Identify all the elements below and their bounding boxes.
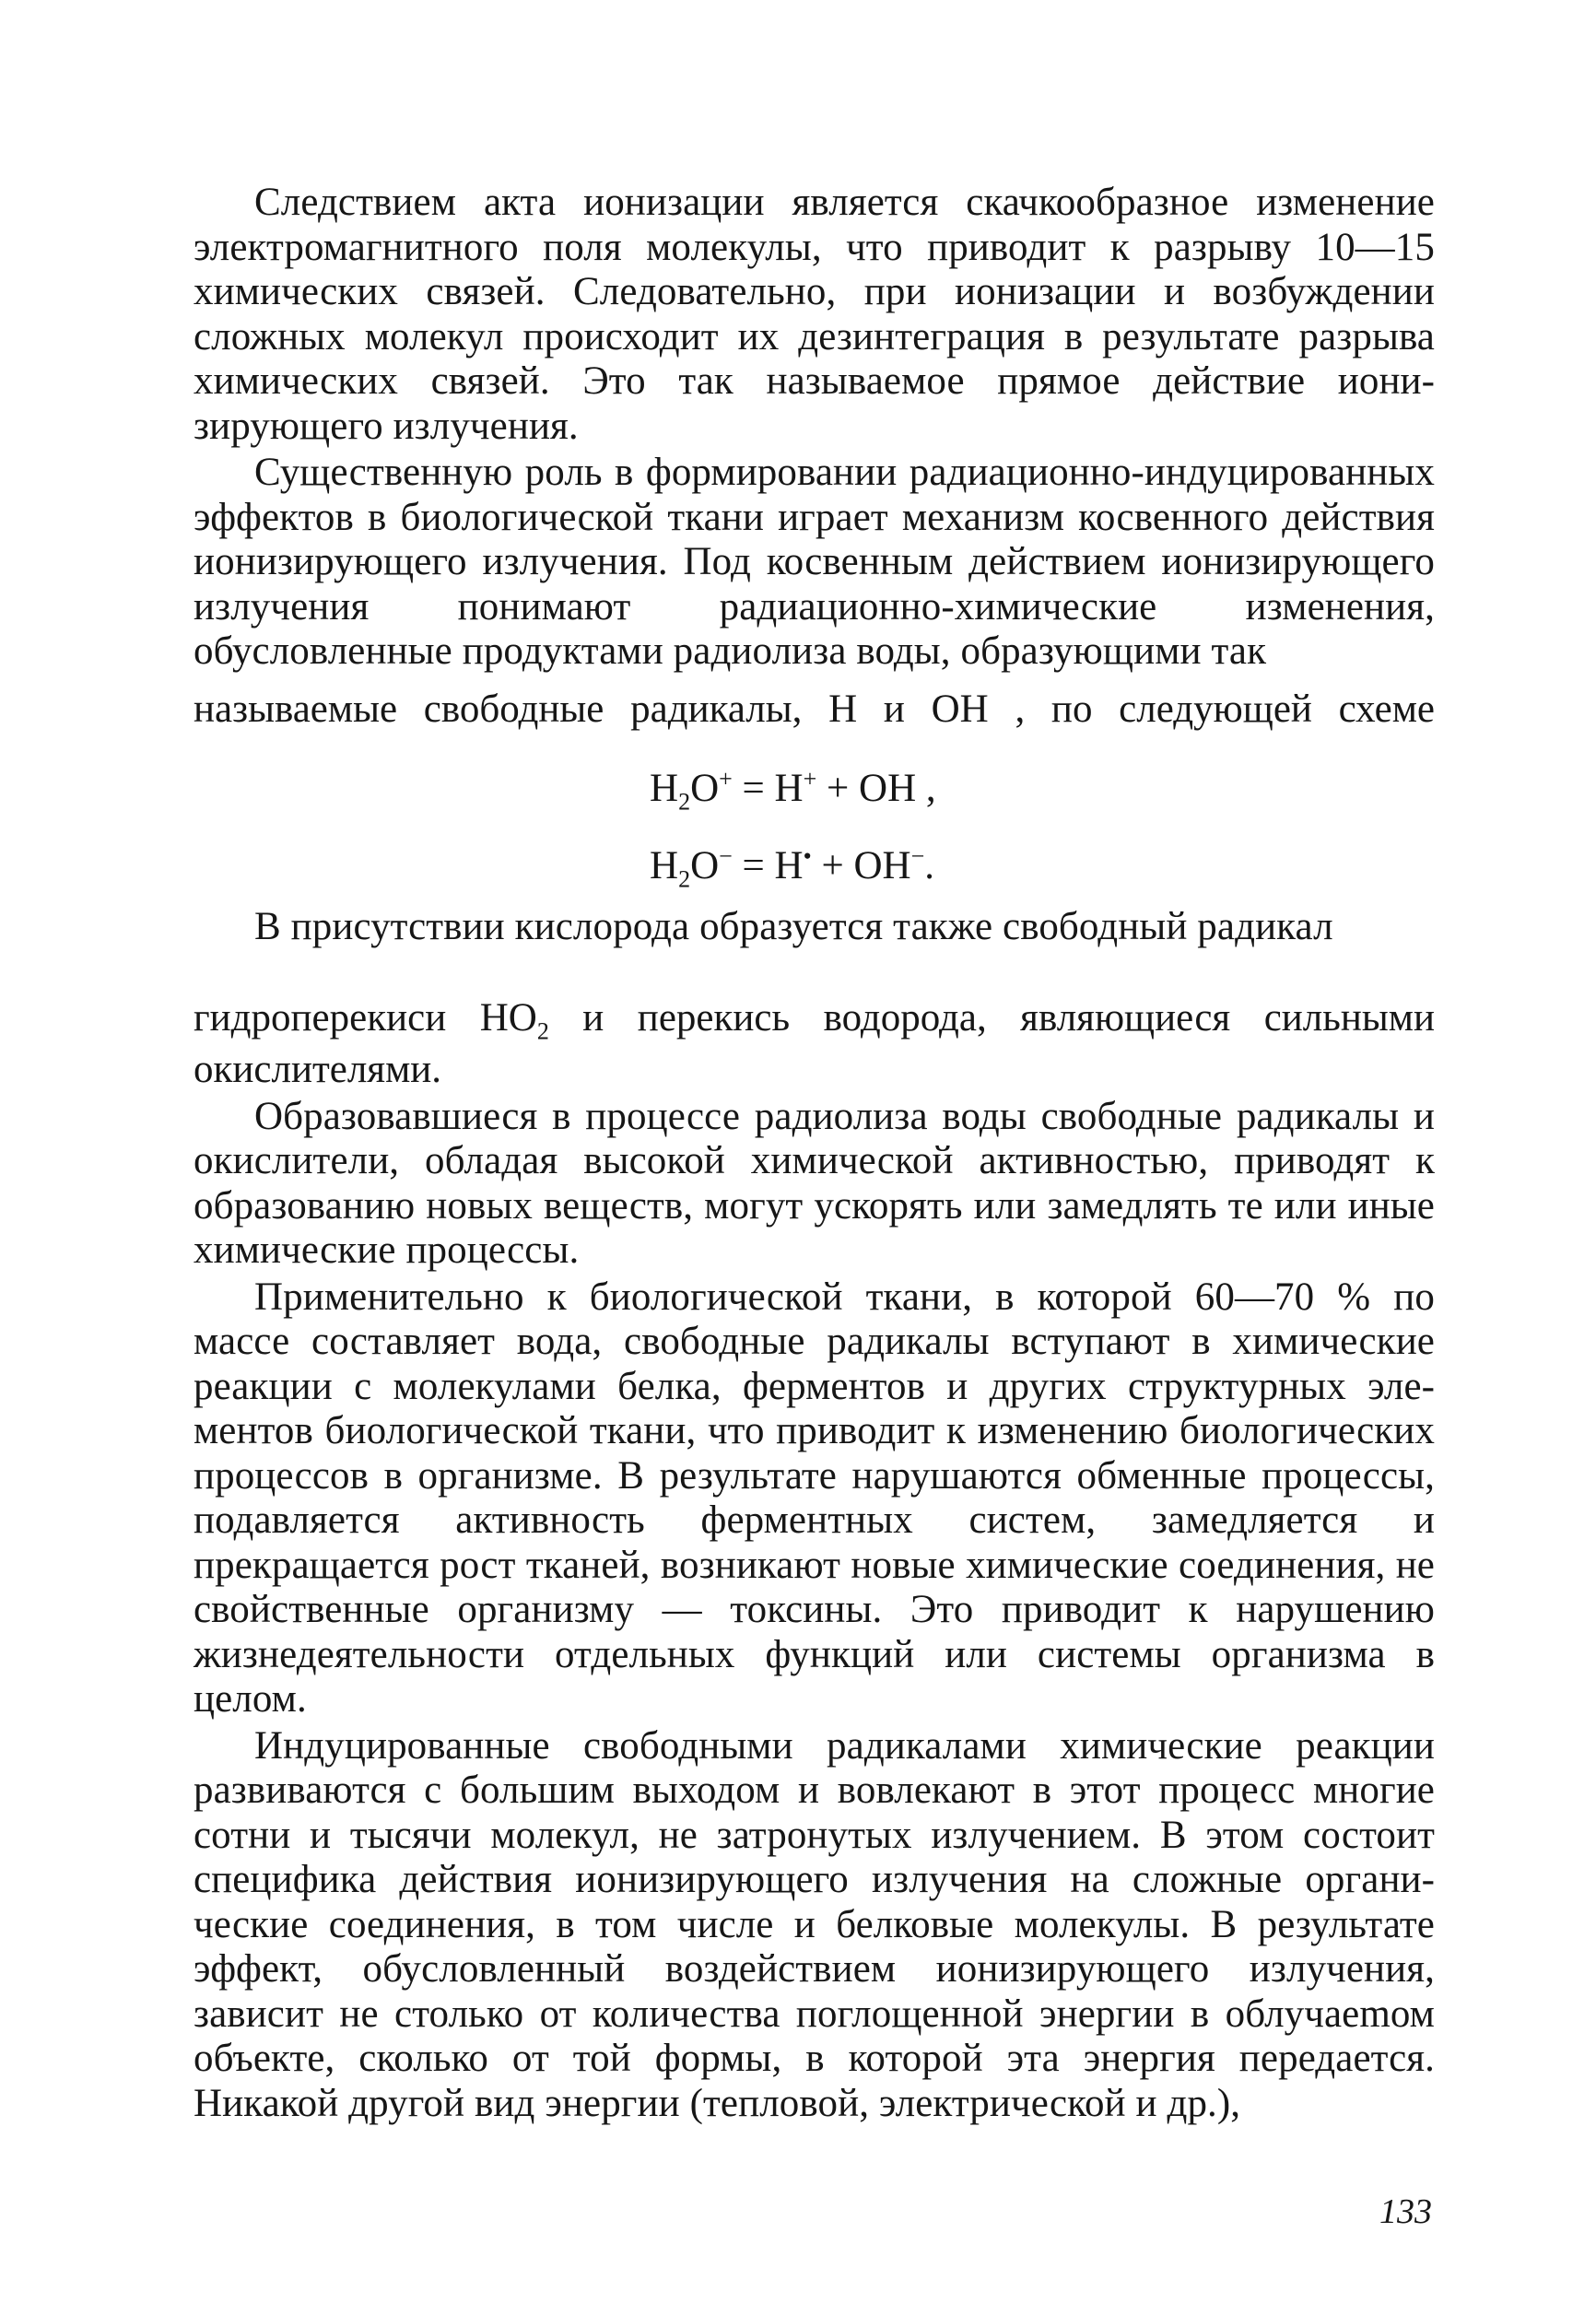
paragraph-oxygen: В присутствии кислорода образуется также свободный радикал [254,905,1333,948]
reaction-formula-1: $Н_2О^+ = Н^+$ + ОН , [650,765,936,816]
paragraph-induced-reactions: Индуцированные свободными радикалами химические реакции развиваются с большим выходом и вовлекают в этот процесс многие сотни и тысячи молекул, не затронутых излучением. В этом состоит специфика действия ионизирующего излучения на сложные органические соединения, в том числе и белковые молекулы. В результате эффект, обусловленный воздействием ионизирующего излучения, зависит не столько от количества поглощенной энергии в облучаеmом объекте, сколько от той формы, в которой эта энергия передается. Никакой другой вид энергии (тепловой, электрической и др.), [194,1723,1435,2125]
paragraph-indirect-action: Существенную роль в формировании радиационно-индуцированных эффектов в биологической ткани играет механизм косвенного действия ионизирующего излучения. Под косвенным действием ионизирующего излучения понимают радиационно-химические изменения, обусловленные продуктами радиолиза воды, образующими так [194,451,1435,673]
reaction-scheme [194,765,1435,893]
reaction-formula-2: $Н_2О^- = Н^• + ОН^-$. [650,842,934,893]
page-number: 133 [1379,2192,1432,2231]
paragraph-biological-tissue: Применительно к биологической ткани, в которой 60—70 % по массе составляет вода, свободные радикалы вступают в химические реакции с молекулами белка, ферментов и других структурных элементов биологической ткани, что приводит к изменению биологических процессов в организме. В результате нарушаются обменные процессы, подавляется активность ферментных систем, замедляется и прекращается рост тканей, возникают новые химические соединения, не свойственные организму — токсины. Это приводит к нарушению жизнедеятельности отдельных функций или системы организма в целом. [194,1275,1435,1721]
page-body [194,181,1435,2126]
paragraph-hydroperoxide-line: гидроперекиси $НО_2$ и перекись водорода, являющиеся сильными [194,995,1435,1045]
paragraph-radicals-line: называемые свободные радикалы, Н и ОН , по следующей схеме [194,687,1435,731]
paragraph-oxidizers: окислителями. [194,1048,442,1091]
paragraph-radiolysis-products: Образовавшиеся в процессе радиолиза воды свободные радикалы и окислители, обладая высокой химической активностью, приводят к образованию новых веществ, могут ускорять или замедлять те или иные химические процессы. [194,1094,1435,1272]
paragraph-direct-action: Следствием акта ионизации является скачкообразное изменение электромагнитного поля молекулы, что приводит к разрыву 10—15 химических связей. Следовательно, при ионизации и возбуждении сложных молекул происходит их дезинтеграция в результате разрыва химических связей. Это так называемое прямое действие ионизирующего излучения. [194,181,1435,448]
